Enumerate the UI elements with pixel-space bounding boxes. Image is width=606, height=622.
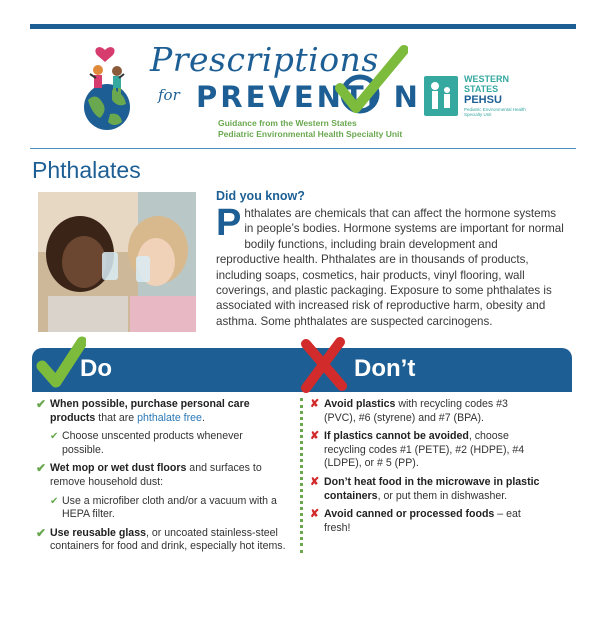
do-item: ✔ Wet mop or wet dust floors and surfaces to remove household dust:: [36, 461, 262, 488]
header-divider: [30, 148, 576, 149]
title-script: Prescriptions: [150, 40, 379, 79]
dont-item: ✘ Avoid canned or processed foods – eat fresh!: [310, 508, 521, 534]
dont-item: ✘ If plastics cannot be avoided, choose recycling codes #1 (PETE), #2 (HDPE), #4 (LDPE), or # 5 (PP).: [310, 430, 525, 470]
check-mark-icon: [318, 44, 408, 116]
globe-kids-logo: [72, 44, 142, 132]
dont-x-icon: [296, 336, 350, 394]
check-icon: ✔: [36, 461, 47, 476]
did-you-know-title: Did you know?: [216, 189, 305, 203]
title-main: PREVENTI N: [196, 80, 421, 114]
did-you-know-body: Phthalates are chemicals that can affect the hormone systems in people’s bodies. Hormone systems are important for normal bodily functions, including brain development and reproductive health. Phthalates are in thousands of products, including soaps, cosmetics, hair products, vinyl flooring, wall coverings, and plastic packaging. Exposure to some phthalates is associated with increased risk of reproductive harm, obesity and asthma. Some phthalates are suspected carcinogens.: [216, 202, 564, 328]
do-subitem: ✔ Choose unscented products whenever possible.: [50, 430, 243, 456]
column-divider: [300, 398, 303, 553]
do-heading: Do: [80, 355, 112, 382]
x-icon: ✘: [310, 508, 320, 521]
top-rule: [30, 24, 576, 29]
dont-heading: Don’t: [354, 355, 416, 382]
do-list: [36, 398, 286, 559]
pehsu-logo: [424, 74, 542, 122]
pehsu-family-icon: [424, 76, 458, 116]
phthalate-free-link[interactable]: phthalate free: [137, 411, 202, 424]
title-for: for: [158, 86, 180, 104]
do-check-icon: [36, 336, 86, 390]
dropcap: P: [216, 202, 242, 244]
x-icon: ✘: [310, 475, 320, 488]
dont-item: ✘ Avoid plastics with recycling codes #3 (PVC), #6 (styrene) and #7 (BPA).: [310, 398, 508, 424]
pehsu-line1: WESTERN: [464, 74, 509, 84]
children-drinking-photo: [38, 192, 196, 332]
dont-list: [310, 398, 540, 540]
small-check-icon: ✔: [50, 431, 59, 443]
page-title: Phthalates: [32, 157, 141, 183]
check-icon: ✔: [36, 397, 47, 411]
tagline: Guidance from the Western States Pediatric Environmental Health Specialty Unit: [218, 118, 403, 139]
check-icon: ✔: [36, 525, 47, 540]
do-subitem: ✔ Use a microfiber cloth and/or a vacuum with a HEPA filter.: [50, 494, 277, 521]
dont-item: ✘ Don’t heat food in the microwave in plastic containers, or put them in dishwasher.: [310, 475, 540, 502]
x-icon: ✘: [310, 398, 320, 410]
do-item: ✔ Use reusable glass, or uncoated stainless-steel containers for food and drink, especially hot items.: [36, 525, 286, 553]
x-icon: ✘: [310, 430, 320, 443]
pehsu-small: Pediatric Environmental Health Specialty Unit: [464, 107, 526, 117]
do-item: ✔ When possible, purchase personal care products that are phthalate free.: [36, 397, 250, 424]
pehsu-line2: STATES: [464, 84, 499, 94]
pehsu-abbr: PEHSU: [464, 94, 502, 106]
small-check-icon: ✔: [50, 495, 59, 507]
